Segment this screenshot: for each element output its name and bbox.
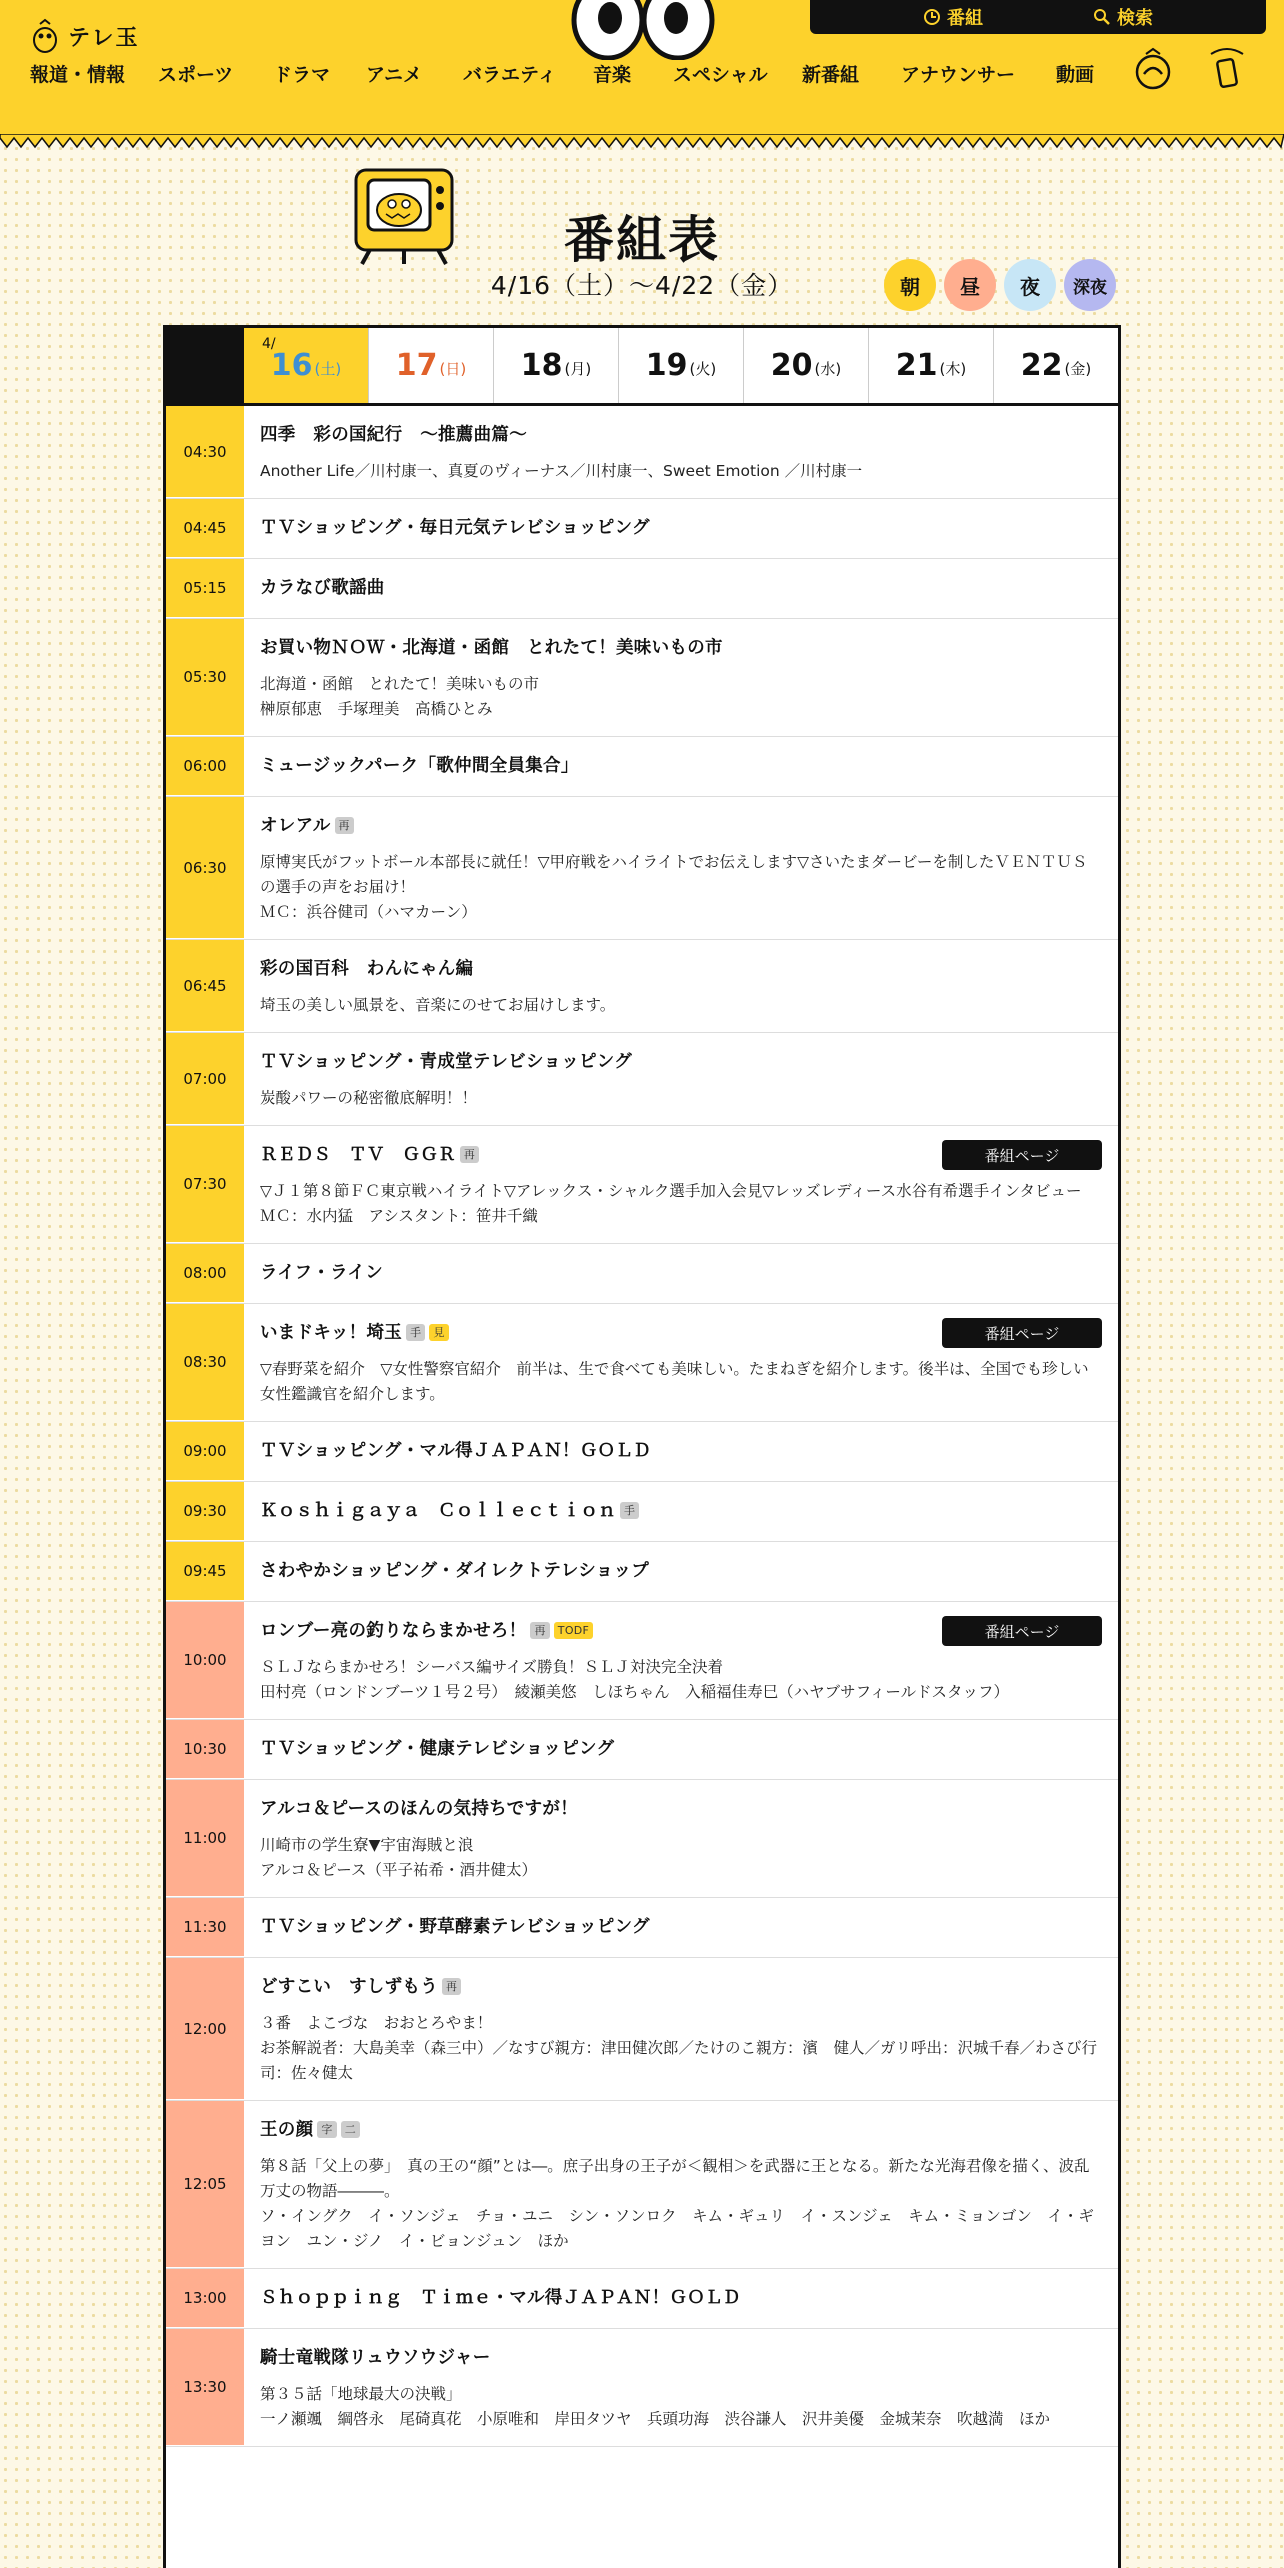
program-time: 05:15 xyxy=(166,559,244,618)
program-title[interactable] xyxy=(260,754,1102,778)
program-description-line: ソ・イングク イ・ソンジェ チョ・ユニ シン・ソンロク キム・ギュリ イ・スンジェ キム・ミョンゴン イ・ギヨン ユン・ジノ イ・ビョンジュン ほか xyxy=(260,2207,1094,2250)
program-guide-link[interactable] xyxy=(923,4,983,30)
program-description-line: 炭酸パワーの秘密徹底解明！！ xyxy=(260,1089,478,1107)
program-description-line: 北海道・函館 とれたて！美味いもの市 xyxy=(260,675,540,693)
search-link[interactable] xyxy=(1093,4,1153,30)
program-body xyxy=(244,1244,1118,1303)
program-title[interactable] xyxy=(260,2346,1102,2370)
day-tab-16[interactable] xyxy=(244,328,368,403)
program-time: 04:45 xyxy=(166,499,244,558)
program-description-line: ▽Ｊ１第８節ＦＣ東京戦ハイライト▽アレックス・シャルク選手加入会見▽レッズレディース水谷有希選手インタビュー xyxy=(260,1182,1082,1200)
program-title-text: どすこい すしずもう xyxy=(260,1977,438,1997)
program-row[interactable] xyxy=(166,1958,1118,2101)
mascot-icon xyxy=(30,18,60,54)
program-title[interactable] xyxy=(260,2286,1102,2310)
program-body xyxy=(244,1720,1118,1779)
program-page-button[interactable]: 番組ページ xyxy=(942,1318,1102,1348)
program-badge: 見 xyxy=(429,1324,448,1341)
program-title-text: Ｓｈｏｐｐｉｎｇ Ｔｉｍｅ・マル得ＪＡＰＡＮ！ＧＯＬＤ xyxy=(260,2288,741,2308)
program-title-text: カラなび歌謡曲 xyxy=(260,578,385,598)
program-row[interactable] xyxy=(166,1033,1118,1126)
program-badge: 再 xyxy=(460,1146,479,1163)
nav-item-special[interactable]: スペシャル xyxy=(673,64,768,86)
program-time: 12:05 xyxy=(166,2101,244,2268)
program-time: 11:00 xyxy=(166,1780,244,1897)
day-of-week: (月) xyxy=(564,360,592,378)
program-title-text: ＴＶショッピング・マル得ＪＡＰＡＮ！ＧＯＬＤ xyxy=(260,1441,651,1461)
program-row[interactable] xyxy=(166,559,1118,619)
program-body xyxy=(244,1602,1118,1719)
program-title-text: アルコ＆ピースのほんの気持ちですが！ xyxy=(260,1799,578,1819)
program-time: 06:45 xyxy=(166,940,244,1032)
program-title[interactable] xyxy=(260,576,1102,600)
page-title: 番組表 xyxy=(564,211,720,269)
program-title-text: ＴＶショッピング・健康テレビショッピング xyxy=(260,1739,615,1759)
program-description xyxy=(260,1086,1102,1111)
program-row[interactable] xyxy=(166,1898,1118,1958)
nav-item-anime[interactable]: アニメ xyxy=(366,64,423,86)
program-badge: 手 xyxy=(620,1502,639,1519)
program-row[interactable] xyxy=(166,1780,1118,1898)
day-number: 18 xyxy=(520,348,563,383)
program-title-text: 騎士竜戦隊リュウソウジャー xyxy=(260,2348,491,2368)
program-body xyxy=(244,1422,1118,1481)
program-list xyxy=(166,406,1118,2447)
program-body xyxy=(244,559,1118,618)
program-title[interactable] xyxy=(260,1559,1102,1583)
program-body xyxy=(244,1126,1118,1243)
program-description xyxy=(260,672,1102,722)
day-number: 17 xyxy=(395,348,438,383)
day-number: 16 xyxy=(270,348,313,383)
day-of-week: (火) xyxy=(689,360,717,378)
program-time: 07:30 xyxy=(166,1126,244,1243)
program-title[interactable] xyxy=(260,814,1102,838)
program-title[interactable] xyxy=(260,1261,1102,1285)
program-description xyxy=(260,2011,1102,2086)
program-title-text: いまドキッ！埼玉 xyxy=(260,1323,403,1343)
day-of-week: (金) xyxy=(1064,360,1092,378)
program-row[interactable] xyxy=(166,797,1118,940)
nav-item-new-programs[interactable]: 新番組 xyxy=(802,64,860,86)
program-description xyxy=(260,2382,1102,2432)
program-description-line: ＭＣ：浜谷健司（ハマカーン） xyxy=(260,903,477,921)
day-tab-18[interactable] xyxy=(493,328,618,403)
program-time: 13:00 xyxy=(166,2269,244,2328)
day-tabs-corner xyxy=(166,328,244,403)
program-body xyxy=(244,619,1118,736)
program-row[interactable] xyxy=(166,940,1118,1033)
program-description xyxy=(260,459,1102,484)
program-title-text: 王の顔 xyxy=(260,2120,314,2140)
program-description-line: ＳＬＪならまかせろ！シーバス編サイズ勝負！ＳＬＪ対決完全決着 xyxy=(260,1658,723,1676)
teletama-icon[interactable] xyxy=(1134,46,1172,90)
program-title[interactable] xyxy=(260,1050,1102,1074)
program-description-line: 川崎市の学生寮▼宇宙海賊と浪 xyxy=(260,1836,474,1854)
nav-item-drama[interactable]: ドラマ xyxy=(273,64,331,86)
program-title[interactable] xyxy=(260,1915,1102,1939)
program-row[interactable] xyxy=(166,1244,1118,1304)
program-row[interactable] xyxy=(166,619,1118,737)
program-title-text: ミュージックパーク「歌仲間全員集合」 xyxy=(260,756,579,776)
program-title-text: 彩の国百科 わんにゃん編 xyxy=(260,959,474,979)
program-body xyxy=(244,406,1118,498)
program-description-line: ＭＣ：水内猛 アシスタント：笹井千織 xyxy=(260,1207,538,1225)
program-title[interactable] xyxy=(260,957,1102,981)
program-title-text: ロンブー亮の釣りならまかせろ！ xyxy=(260,1621,527,1641)
program-time: 09:30 xyxy=(166,1482,244,1541)
program-description-line: 第８話「父上の夢」 真の王の“顔”とは―。庶子出身の王子が＜観相＞を武器に王となる。新たな光海君像を描く、波乱万丈の物語―――。 xyxy=(260,2157,1090,2200)
program-title-text: オレアル xyxy=(260,816,331,836)
day-tab-19[interactable] xyxy=(618,328,743,403)
program-body xyxy=(244,2329,1118,2446)
program-badge: 再 xyxy=(442,1978,461,1995)
program-badge: 手 xyxy=(406,1324,425,1341)
program-row[interactable] xyxy=(166,1720,1118,1780)
day-tab-22[interactable] xyxy=(993,328,1118,403)
program-row[interactable] xyxy=(166,1482,1118,1542)
program-description-line: ▽春野菜を紹介 ▽女性警察官紹介 前半は、生で食べても美味しい。たまねぎを紹介します。後半は、全国でも珍しい女性鑑識官を紹介します。 xyxy=(260,1360,1089,1403)
program-description-line: 榊原郁恵 手塚理美 高橋ひとみ xyxy=(260,700,493,718)
program-title-text: ＲＥＤＳ ＴＶ ＧＧＲ xyxy=(260,1145,456,1165)
program-row[interactable] xyxy=(166,1542,1118,1602)
program-title[interactable] xyxy=(260,1737,1102,1761)
program-title-text: お買い物ＮＯＷ・北海道・函館 とれたて！美味いもの市 xyxy=(260,638,723,658)
program-body xyxy=(244,499,1118,558)
program-description xyxy=(260,850,1102,925)
day-of-week: (土) xyxy=(314,360,342,378)
program-row[interactable] xyxy=(166,406,1118,499)
filter-late-night-button[interactable]: 深夜 xyxy=(1064,259,1116,311)
program-description-line: Another Life／川村康一、真夏のヴィーナス／川村康一、Sweet Emotion ／川村康一 xyxy=(260,462,863,480)
program-description xyxy=(260,2154,1102,2254)
program-title-text: ＴＶショッピング・毎日元気テレビショッピング xyxy=(260,518,650,538)
day-of-week: (木) xyxy=(939,360,967,378)
program-time: 10:30 xyxy=(166,1720,244,1779)
program-description-line: 埼玉の美しい風景を、音楽にのせてお届けします。 xyxy=(260,996,616,1014)
program-description xyxy=(260,1179,1102,1229)
quick-links-bar xyxy=(810,0,1266,34)
program-body xyxy=(244,1304,1118,1421)
program-row[interactable] xyxy=(166,737,1118,797)
filter-daytime-button[interactable]: 昼 xyxy=(944,259,996,311)
program-description-line: ３番 よこづな おおとろやま！ xyxy=(260,2014,493,2032)
program-page-button[interactable]: 番組ページ xyxy=(942,1140,1102,1170)
site-header xyxy=(0,0,1284,136)
program-row[interactable] xyxy=(166,2269,1118,2329)
program-badge: 二 xyxy=(341,2121,360,2138)
day-of-week: (日) xyxy=(439,360,467,378)
program-body xyxy=(244,940,1118,1032)
program-row[interactable] xyxy=(166,2329,1118,2447)
program-title-text: 四季 彩の国紀行 ～推薦曲篇～ xyxy=(260,425,527,445)
program-time: 08:00 xyxy=(166,1244,244,1303)
program-title[interactable] xyxy=(260,1797,1102,1821)
program-title-text: ライフ・ライン xyxy=(260,1263,384,1283)
program-badge: 字 xyxy=(317,2121,336,2138)
program-title[interactable] xyxy=(260,1499,1102,1523)
program-description-line: 原博実氏がフットボール本部長に就任！▽甲府戦をハイライトでお伝えします▽さいたまダービーを制したＶＥＮＴＵＳの選手の声をお届け！ xyxy=(260,853,1088,896)
program-row[interactable] xyxy=(166,2101,1118,2269)
program-title[interactable] xyxy=(260,636,1102,660)
filter-night-button[interactable]: 夜 xyxy=(1004,259,1056,311)
filter-morning-button[interactable]: 朝 xyxy=(884,259,936,311)
search-icon xyxy=(1093,8,1111,26)
program-time: 05:30 xyxy=(166,619,244,736)
program-body xyxy=(244,2101,1118,2268)
program-description xyxy=(260,993,1102,1018)
program-guide-label: 番組 xyxy=(947,8,983,29)
logo-text: テレ玉 xyxy=(68,25,140,51)
nav-item-announcers[interactable]: アナウンサー xyxy=(901,64,1016,86)
program-body xyxy=(244,1482,1118,1541)
nav-item-variety[interactable]: バラエティ xyxy=(463,64,557,86)
program-description xyxy=(260,1357,1102,1407)
program-time: 08:30 xyxy=(166,1304,244,1421)
program-time: 09:00 xyxy=(166,1422,244,1481)
day-number: 19 xyxy=(645,348,688,383)
program-row[interactable] xyxy=(166,1304,1118,1422)
program-row[interactable] xyxy=(166,1126,1118,1244)
day-number: 20 xyxy=(770,348,813,383)
program-time: 06:00 xyxy=(166,737,244,796)
program-row[interactable] xyxy=(166,499,1118,559)
program-title[interactable] xyxy=(260,516,1102,540)
day-number: 21 xyxy=(895,348,938,383)
program-title-text: Ｋｏｓｈｉｇａｙａ Ｃｏｌｌｅｃｔｉｏｎ xyxy=(260,1501,616,1521)
program-badge: TODF xyxy=(554,1622,593,1639)
program-title[interactable] xyxy=(260,2118,1102,2142)
program-body xyxy=(244,1898,1118,1957)
program-body xyxy=(244,1033,1118,1125)
tv-mascot-icon xyxy=(352,166,456,266)
nav-item-videos[interactable]: 動画 xyxy=(1056,64,1095,86)
nav-item-music[interactable]: 音楽 xyxy=(593,64,632,86)
nav-item-sports[interactable]: スポーツ xyxy=(158,64,234,86)
program-body xyxy=(244,797,1118,939)
mascot-eyes-icon xyxy=(568,0,718,60)
program-row[interactable] xyxy=(166,1602,1118,1720)
search-label: 検索 xyxy=(1117,8,1153,29)
program-title[interactable] xyxy=(260,1975,1102,1999)
program-body xyxy=(244,737,1118,796)
program-description-line: 一ノ瀬颯 綱啓永 尾碕真花 小原唯和 岸田タツヤ 兵頭功海 渋谷謙人 沢井美優 金城茉奈 吹越満 ほか xyxy=(260,2410,1051,2428)
day-tab-17[interactable] xyxy=(368,328,493,403)
program-body xyxy=(244,2269,1118,2328)
day-tab-list xyxy=(244,328,1118,403)
day-tab-21[interactable] xyxy=(868,328,993,403)
program-title-text: ＴＶショッピング・青成堂テレビショッピング xyxy=(260,1052,633,1072)
program-time: 04:30 xyxy=(166,406,244,498)
program-page-button[interactable]: 番組ページ xyxy=(942,1616,1102,1646)
program-body xyxy=(244,1958,1118,2100)
day-tab-20[interactable] xyxy=(743,328,868,403)
date-range: 4/16（土）〜4/22（金） xyxy=(490,271,794,300)
day-month: 4/ xyxy=(262,336,276,352)
program-time: 10:00 xyxy=(166,1602,244,1719)
nav-item-news[interactable]: 報道・情報 xyxy=(30,64,126,86)
program-description-line: お茶解説者：大島美幸（森三中）／なすび親方：津田健次郎／たけのこ親方：濱 健人／ガリ呼出：沢城千春／わさび行司：佐々健太 xyxy=(260,2039,1098,2082)
day-of-week: (水) xyxy=(814,360,842,378)
program-title-text: さわやかショッピング・ダイレクトテレショップ xyxy=(260,1561,650,1581)
program-body xyxy=(244,1542,1118,1601)
day-number: 22 xyxy=(1020,348,1063,383)
program-description-line: 第３５話「地球最大の決戦」 xyxy=(260,2385,462,2403)
program-title-text: ＴＶショッピング・野草酵素テレビショッピング xyxy=(260,1917,650,1937)
site-logo[interactable] xyxy=(30,18,140,54)
program-description xyxy=(260,1655,1102,1705)
program-time: 12:00 xyxy=(166,1958,244,2100)
program-schedule xyxy=(163,325,1121,2568)
program-title[interactable] xyxy=(260,423,1102,447)
time-of-day-filters xyxy=(884,259,1116,311)
program-row[interactable] xyxy=(166,1422,1118,1482)
header-zigzag-edge xyxy=(0,134,1284,150)
program-description-line: アルコ＆ピース（平子祐希・酒井健太） xyxy=(260,1861,537,1879)
program-time: 07:00 xyxy=(166,1033,244,1125)
program-time: 06:30 xyxy=(166,797,244,939)
program-time: 11:30 xyxy=(166,1898,244,1957)
clock-icon xyxy=(923,8,941,26)
day-tabs xyxy=(166,328,1118,406)
program-description xyxy=(260,1833,1102,1883)
program-badge: 再 xyxy=(530,1622,549,1639)
program-body xyxy=(244,1780,1118,1897)
program-time: 13:30 xyxy=(166,2329,244,2446)
program-badge: 再 xyxy=(335,817,354,834)
program-title[interactable] xyxy=(260,1439,1102,1463)
program-time: 09:45 xyxy=(166,1542,244,1601)
program-description-line: 田村亮（ロンドンブーツ１号２号） 綾瀬美悠 しほちゃん 入稲福佳寿巳（ハヤブサフィールドスタッフ） xyxy=(260,1683,1009,1701)
app-icon[interactable] xyxy=(1207,46,1247,90)
